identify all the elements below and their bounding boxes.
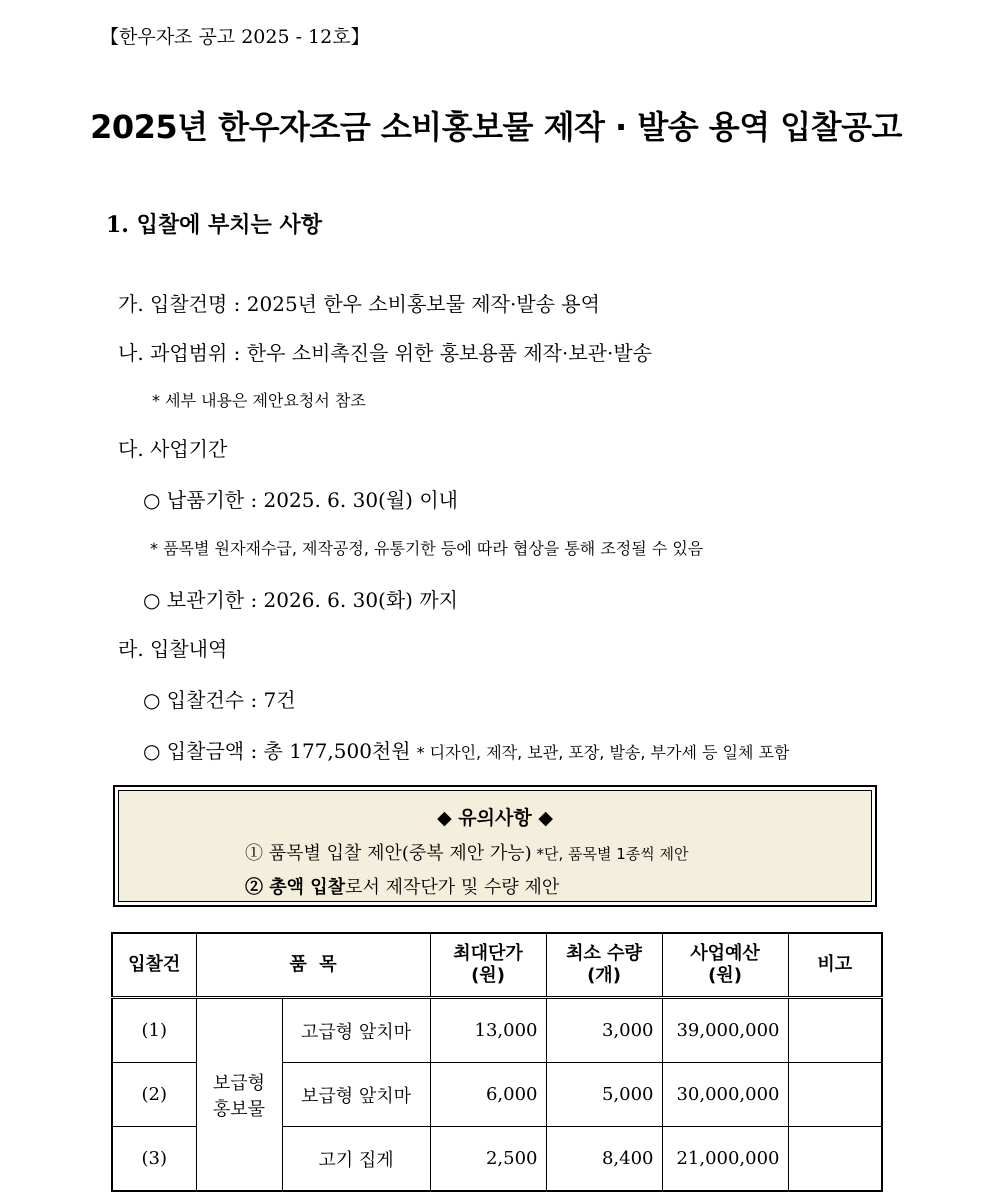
caution-item-2	[245, 873, 559, 899]
bid-name-line: 가. 입찰건명 : 2025년 한우 소비홍보물 제작·발송 용역	[118, 292, 600, 316]
item-group-label-2: 홍보물	[212, 1098, 266, 1120]
note	[788, 1127, 882, 1192]
budget: 21,000,000	[662, 1127, 788, 1192]
header-note: 비고	[788, 933, 882, 998]
header-bid: 입찰건	[112, 933, 196, 998]
table-header-row	[112, 933, 882, 998]
row-number: (3)	[112, 1127, 196, 1192]
scope-line: 나. 과업범위 : 한우 소비촉진을 위한 홍보용품 제작·보관·발송	[118, 341, 652, 365]
caution-item-1-main: ① 품목별 입찰 제안(중복 제안 가능)	[245, 843, 532, 864]
caution-title: ◆ 유의사항 ◆	[437, 807, 553, 829]
header-min-qty	[546, 933, 662, 998]
note	[788, 998, 882, 1063]
max-price: 13,000	[430, 998, 546, 1063]
header-budget	[662, 933, 788, 998]
delivery-deadline-line: ○ 납품기한 : 2025. 6. 30(월) 이내	[143, 488, 458, 512]
budget: 39,000,000	[662, 998, 788, 1063]
header-max-price	[430, 933, 546, 998]
header-max-price-label: 최대단가	[453, 942, 523, 964]
bid-amount-text: ○ 입찰금액 : 총 177,500천원	[143, 739, 411, 763]
section-heading: 1. 입찰에 부치는 사항	[106, 212, 322, 238]
table-row	[112, 998, 882, 1063]
header-budget-label: 사업예산	[690, 942, 760, 964]
caution-item-1-note: *단, 품목별 1종씩 제안	[531, 845, 689, 863]
item-name: 고급형 앞치마	[282, 998, 430, 1063]
header-budget-unit: (원)	[708, 965, 742, 986]
bid-details-line: 라. 입찰내역	[118, 637, 228, 661]
caution-item-2-rest: 로서 제작단가 및 수량 제안	[345, 877, 560, 898]
item-group-label-1: 보급형	[212, 1072, 266, 1094]
header-min-qty-label: 최소 수량	[566, 942, 642, 964]
delivery-deadline-note: * 품목별 원자재수급, 제작공정, 유통기한 등에 따라 협상을 통해 조정될 수 있음	[150, 539, 704, 558]
caution-item-2-bold: ② 총액 입찰	[245, 877, 346, 898]
document-title: 2025년 한우자조금 소비홍보물 제작 · 발송 용역 입찰공고	[90, 108, 902, 146]
note	[788, 1063, 882, 1127]
row-number: (2)	[112, 1063, 196, 1127]
row-number: (1)	[112, 998, 196, 1063]
header-item: 품 목	[196, 933, 430, 998]
caution-box	[113, 785, 877, 907]
max-price: 6,000	[430, 1063, 546, 1127]
min-qty: 5,000	[546, 1063, 662, 1127]
caution-item-1	[245, 839, 689, 865]
item-name: 보급형 앞치마	[282, 1063, 430, 1127]
bid-count-line: ○ 입찰건수 : 7건	[143, 688, 296, 712]
scope-note: * 세부 내용은 제안요청서 참조	[152, 391, 366, 410]
notice-number: 【한우자조 공고 2025 - 12호】	[100, 26, 370, 48]
item-group-cell	[196, 998, 282, 1192]
item-name: 고기 집게	[282, 1127, 430, 1192]
min-qty: 3,000	[546, 998, 662, 1063]
min-qty: 8,400	[546, 1127, 662, 1192]
bid-amount-line	[143, 735, 789, 764]
bid-amount-note: * 디자인, 제작, 보관, 포장, 발송, 부가세 등 일체 포함	[416, 743, 790, 762]
storage-deadline-line: ○ 보관기한 : 2026. 6. 30(화) 까지	[143, 588, 458, 612]
bid-items-table	[111, 932, 883, 1192]
period-line: 다. 사업기간	[118, 437, 228, 461]
header-max-price-unit: (원)	[471, 965, 505, 986]
header-min-qty-unit: (개)	[587, 965, 621, 986]
budget: 30,000,000	[662, 1063, 788, 1127]
caution-box-inner	[118, 790, 872, 902]
max-price: 2,500	[430, 1127, 546, 1192]
